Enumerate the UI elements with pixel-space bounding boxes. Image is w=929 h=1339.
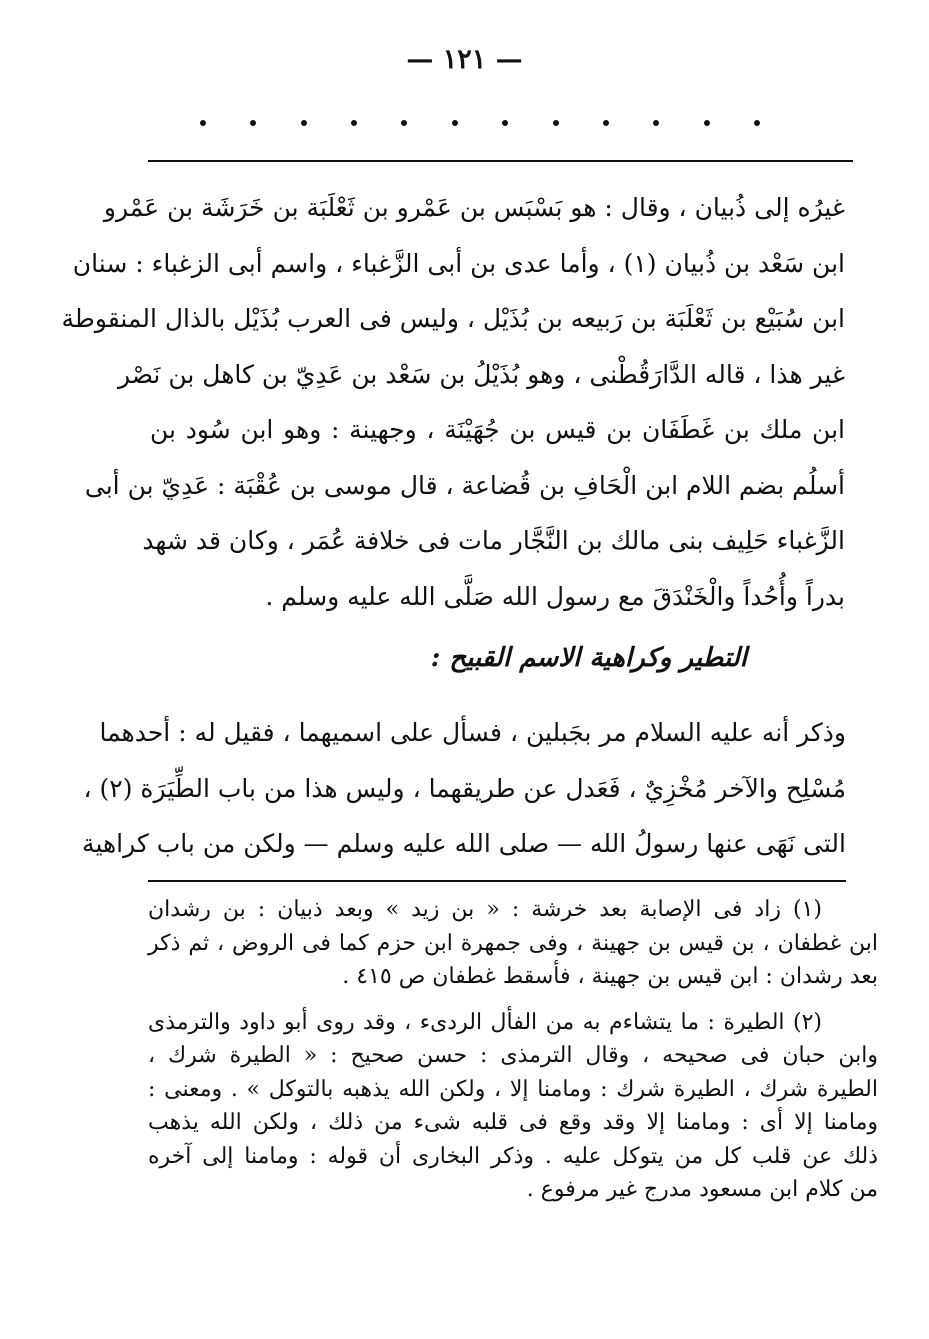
footnote-divider: [148, 880, 846, 882]
text-line: ابن سَعْد بن ذُبيان (١) ، وأما عدى بن أبى الزَّغباء ، واسم أبى الزغباء : سنان: [72, 248, 845, 278]
text-line: مُسْلِح والآخر مُخْزِيٌ ، فَعَدل عن طريقهما ، وليس هذا من باب الطِّيَرَة (٢) ،: [83, 773, 846, 803]
text-line: التى نَهَى عنها رسولُ الله — صلى الله عليه وسلم — ولكن من باب كراهية: [82, 829, 846, 858]
text-line: بدراً وأُحُداً والْخَنْدَقَ مع رسول الله صَلَّى الله عليه وسلم .: [265, 581, 845, 611]
ellipsis-dot: [704, 120, 710, 126]
footnote-line: ابن غطفان ، بن قيس بن جهينة ، وفى جمهرة ابن حزم كما فى الروض ، ثم ذكر: [148, 930, 878, 956]
text-line: أسلُم بضم اللام ابن الْحَافِ بن قُضاعة ، قال موسى بن عُقْبَة : عَدِيّ بن أبى: [84, 470, 845, 500]
main-paragraph: [61, 180, 845, 624]
footnote-line: بعد رشدان : ابن قيس بن جهينة ، فأسقط غطفان ص ٤١٥ .: [342, 964, 878, 989]
ellipsis-dot: [452, 120, 458, 126]
ellipsis-dots: [200, 120, 760, 126]
footnote-line: (٢) الطيرة : ما يتشاءم به من الفأل الردىء ، وقد روى أبو داود والترمذى: [148, 1009, 822, 1035]
text-line: ابن سُبَيْع بن ثَعْلَبَة بن رَبيعه بن بُذَيْل ، وليس فى العرب بُذَيْل بالذال المنقوطة: [61, 304, 845, 333]
ellipsis-dot: [200, 120, 206, 126]
top-divider: [148, 160, 853, 162]
ellipsis-dot: [250, 120, 256, 126]
text-line: غيرُه إلى ذُبيان ، وقال : هو بَسْبَس بن عَمْرو بن ثَعْلَبَة بن خَرَشَة بن عَمْرو: [103, 193, 845, 222]
footnote-line: ذلك عن قلب كل من يتوكل عليه . وذكر البخارى أن قوله : ومامنا إلى آخره: [148, 1143, 878, 1169]
ellipsis-dot: [754, 120, 760, 126]
footnote-line: من كلام ابن مسعود مدرج غير مرفوع .: [526, 1177, 878, 1202]
footnote-1: [148, 893, 878, 994]
ellipsis-dot: [502, 120, 508, 126]
text-line: الزَّغباء حَلِيف بنى مالك بن النَّجَّار مات فى خلافة عُمَر ، وكان قد شهد: [142, 526, 845, 555]
text-line: ابن ملك بن غَطَفَان بن قيس بن جُهَيْنَة ، وجهينة : وهو ابن سُود بن: [150, 415, 845, 444]
footnotes: [148, 893, 878, 1219]
footnote-2: [148, 1006, 878, 1207]
page-number: — ١٢١ —: [406, 44, 523, 75]
footnote-line: الطيرة شرك ، الطيرة شرك : ومامنا إلا ، ولكن الله يذهبه بالتوكل » . ومعنى :: [148, 1076, 878, 1102]
footnote-line: ومامنا إلا أى : ومامنا إلا وقد وقع فى قلبه شىء من ذلك ، ولكن الله يذهب: [148, 1110, 878, 1135]
footnote-line: (١) زاد فى الإصابة بعد خرشة : « بن زيد » وبعد ذبيان : بن رشدان: [148, 897, 822, 922]
ellipsis-dot: [401, 120, 407, 126]
section-paragraph: [82, 705, 846, 872]
text-line: غير هذا ، قاله الدَّارَقُطْنى ، وهو بُذَيْلُ بن سَعْد بن عَدِيّ بن كاهل بن نَصْر: [117, 359, 845, 389]
ellipsis-dot: [603, 120, 609, 126]
section-heading: التطير وكراهية الاسم القبيح :: [430, 643, 747, 673]
ellipsis-dot: [351, 120, 357, 126]
ellipsis-dot: [653, 120, 659, 126]
ellipsis-dot: [301, 120, 307, 126]
text-line: وذكر أنه عليه السلام مر بجَبلين ، فسأل على اسميهما ، فقيل له : أحدهما: [99, 718, 846, 747]
footnote-line: وابن حبان فى صحيحه ، وقال الترمذى : حسن صحيح : « الطيرة شرك ،: [148, 1043, 878, 1068]
ellipsis-dot: [553, 120, 559, 126]
